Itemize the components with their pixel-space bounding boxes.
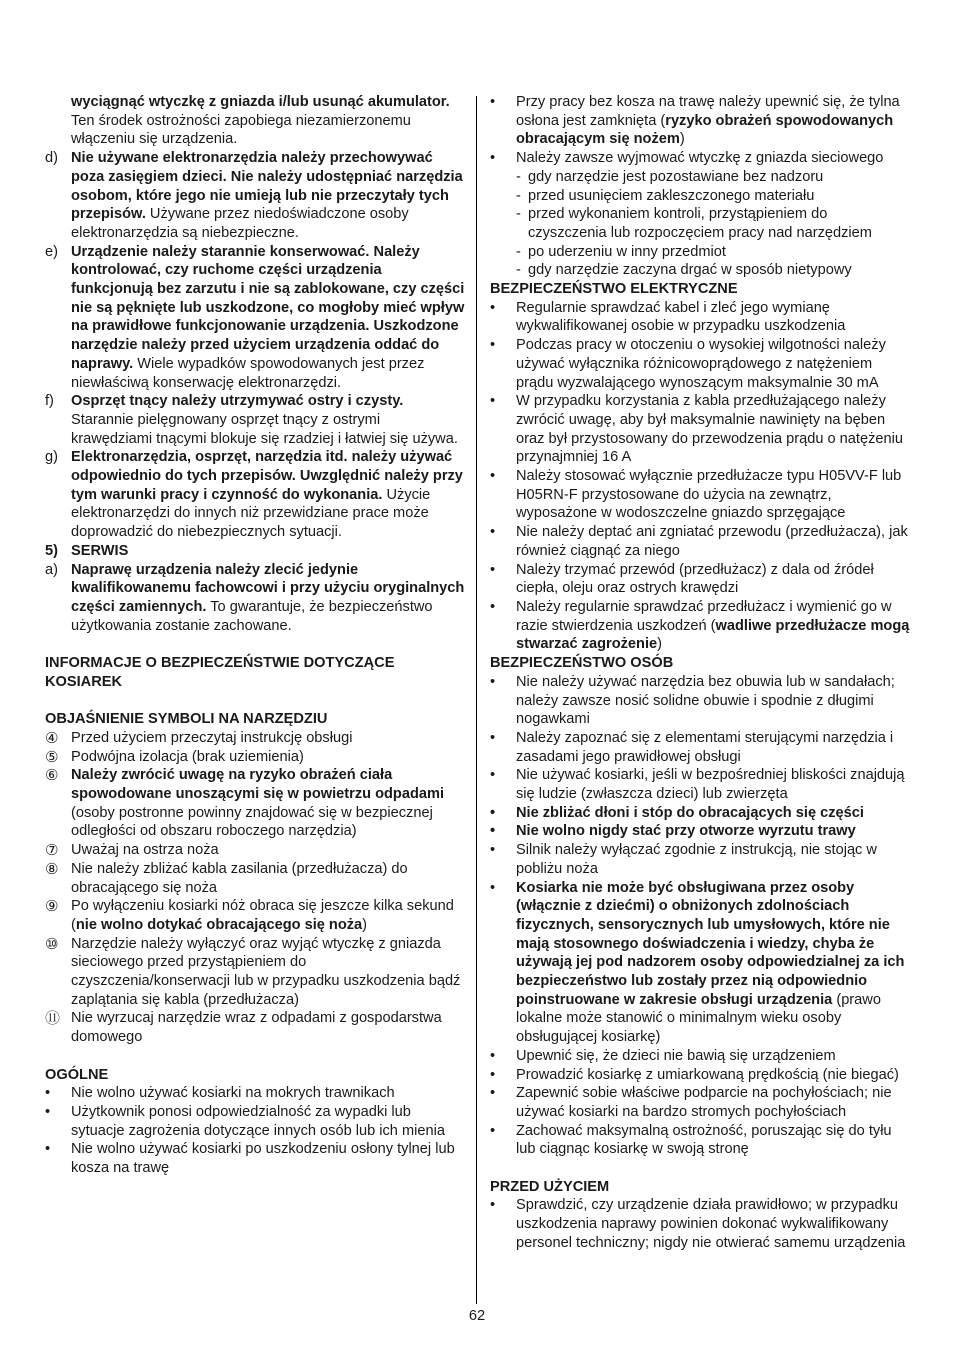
bullet-icon: • xyxy=(490,1122,496,1139)
symbol-item xyxy=(45,1009,465,1046)
body-text: Użycie elektronarzędzi do innych niż przewidziane prace może doprowadzić do niebezpiecznych sytuacji. xyxy=(71,486,431,541)
right-column xyxy=(490,93,910,1253)
bullet-icon: • xyxy=(490,673,496,690)
symbol-text: Nie należy zbliżać kabla zasilania (przedłużacza) do obracającego się noża xyxy=(71,860,408,896)
bullet-icon: • xyxy=(490,1085,496,1102)
list-item xyxy=(490,1047,910,1066)
dash-marker: - xyxy=(516,262,521,279)
item-label: g) xyxy=(45,449,58,466)
list-text: Nie wolno używać kosiarki po uszkodzeniu osłony tylnej lub kosza na trawę xyxy=(71,1141,455,1177)
bullet-icon: • xyxy=(490,729,496,746)
bullet-icon: • xyxy=(490,561,496,578)
persons-heading: BEZPIECZEŃSTWO OSÓB xyxy=(490,655,674,672)
body-text: To gwarantuje, że bezpieczeństwo użytkowania zostanie zachowane. xyxy=(71,598,433,634)
disposal-icon: ⑪ xyxy=(45,1009,61,1028)
sub-item xyxy=(490,205,910,242)
list-item xyxy=(490,561,910,598)
bold-text: Urządzenie należy starannie konserwować. Należy kontrolować, czy ruchome części urządzenia funkcjonują bez zarzutu i nie są zablokowane, czy części nie są pęknięte lub uszkodzone, co mogłoby mieć wpływ na prawidłowe funkcjonowanie urządzenia. Uszkodzone narzędzie należy przed użyciem urządzenia oddać do naprawy. xyxy=(71,243,465,372)
page-number: 62 xyxy=(468,1308,486,1324)
body-text: Przy pracy bez kosza na trawę należy upewnić się, że tylna osłona jest zamknięta ( xyxy=(516,94,900,129)
body-text: (osoby postronne powinny znajdować się w bezpiecznej odległości od obszaru roboczego narzędzia) xyxy=(71,804,433,840)
sub-item xyxy=(490,261,910,280)
bullet-icon: • xyxy=(490,823,496,840)
list-item xyxy=(490,766,910,803)
list-text: Należy stosować wyłącznie przedłużacze typu H05VV-F lub H05RN-F przystosowane do użycia na zewnątrz, wyposażone w wodoszczelne gniazdo sprzęgające xyxy=(516,468,902,522)
bullet-icon: • xyxy=(490,1047,496,1064)
symbol-text: Uważaj na ostrza noża xyxy=(71,842,219,859)
list-item xyxy=(490,299,910,336)
bold-text: Nie używane elektronarzędzia należy przechowywać poza zasięgiem dzieci. Nie należy udostępniać narzędzia osobom, które jego nie umieją lub nie przeczytały tych przepisów. xyxy=(71,150,463,223)
bullet-icon: • xyxy=(490,842,496,859)
column-divider xyxy=(476,96,477,1304)
list-text: Nie należy używać narzędzia bez obuwia lub w sandałach; należy zawsze nosić solidne obuwie i spodnie z długimi nogawkami xyxy=(516,673,895,728)
symbol-item xyxy=(45,860,465,897)
section-title: SERWIS xyxy=(71,542,129,559)
bullet-icon: • xyxy=(490,393,496,410)
body-text: Używane przez niedoświadczone osoby elektronarzędzia są niebezpieczne. xyxy=(71,206,409,241)
bullet-icon: • xyxy=(490,94,496,110)
sub-text: gdy narzędzie zaczyna drgać w sposób nietypowy xyxy=(528,262,852,279)
item-d xyxy=(45,149,465,243)
bold-text: nie wolno dotykać obracającego się noża xyxy=(75,916,363,933)
bold-text: Elektronarzędzia, osprzęt, narzędzia itd. należy używać odpowiednio do tych przepisów. Uwzględnić należy przy tym warunki pracy i czynność do wykonania. xyxy=(71,449,463,503)
info-heading: INFORMACJE O BEZPIECZEŃSTWIE DOTYCZĄCE KOSIAREK xyxy=(45,655,395,690)
list-item xyxy=(490,879,910,1047)
list-text: Silnik należy wyłączać zgodnie z instrukcją, nie stojąc w pobliżu noża xyxy=(516,842,877,877)
list-text: Nie używać kosiarki, jeśli w bezpośredniej bliskości znajdują się ludzie (zwłaszcza dzieci) lub zwierzęta xyxy=(516,767,905,803)
item-label: e) xyxy=(45,243,58,260)
dash-marker: - xyxy=(516,168,521,185)
list-text: Prowadzić kosiarkę z umiarkowaną prędkością (nie biegać) xyxy=(516,1066,899,1083)
list-item xyxy=(45,1103,465,1140)
symbol-item xyxy=(45,935,465,1010)
electric-heading: BEZPIECZEŃSTWO ELEKTRYCZNE xyxy=(490,281,738,298)
bullet-icon: • xyxy=(490,468,496,485)
sub-text: przed wykonaniem kontroli, przystąpieniem do czyszczenia lub rozpoczęciem pracy nad narzędziem xyxy=(528,206,872,241)
double-insulation-icon: ⑤ xyxy=(45,747,59,766)
list-item xyxy=(490,93,910,149)
body-text: Wiele wypadków spowodowanych jest przez niewłaściwą konserwację elektronarzędzi. xyxy=(71,355,425,391)
item-label: 5) xyxy=(45,542,58,559)
bullet-icon: • xyxy=(490,1197,496,1214)
list-text: Sprawdzić, czy urządzenie działa prawidłowo; w przypadku uszkodzenia naprawy powinien dokonać wykwalifikowany personel techniczny; nigdy nie otwierać samemu urządzenia xyxy=(516,1197,906,1251)
bold-text: Osprzęt tnący należy utrzymywać ostry i czysty. xyxy=(71,393,404,410)
item-e xyxy=(45,243,465,393)
list-text: Nie zbliżać dłoni i stóp do obracających się części xyxy=(516,804,864,821)
bullet-icon: • xyxy=(490,524,496,541)
body-text: Starannie pielęgnowany osprzęt tnący z ostrymi krawędziami tnącymi blokuje się rzadziej i łatwiej się używa. xyxy=(71,411,458,447)
symbol-text: Narzędzie należy wyłączyć oraz wyjąć wtyczkę z gniazda sieciowego przed przystąpieniem do czyszczenia/konserwacji lub w przypadku uszkodzenia bądź zaplątania się kabla (przedłużacza) xyxy=(71,935,461,1008)
sub-item xyxy=(490,187,910,206)
list-item xyxy=(490,392,910,467)
item-f xyxy=(45,392,465,448)
list-item xyxy=(490,523,910,560)
symbol-item xyxy=(45,729,465,748)
left-column xyxy=(45,93,465,1178)
symbol-item xyxy=(45,841,465,860)
general-heading: OGÓLNE xyxy=(45,1066,109,1083)
list-item xyxy=(490,149,910,168)
flying-debris-icon: ⑥ xyxy=(45,766,59,785)
unplug-icon: ⑩ xyxy=(45,934,59,953)
bullet-icon: • xyxy=(490,804,496,821)
item-g xyxy=(45,448,465,542)
list-item xyxy=(45,1140,465,1177)
list-item xyxy=(490,1196,910,1252)
sub-text: po uderzeniu w inny przedmiot xyxy=(528,243,726,260)
list-text: Należy zapoznać się z elementami sterującymi narzędzia i zasadami jego prawidłowej obsługi xyxy=(516,729,894,765)
dash-marker: - xyxy=(516,243,521,260)
bullet-icon: • xyxy=(490,299,496,316)
bullet-icon: • xyxy=(490,1066,496,1083)
list-text: Zachować maksymalną ostrożność, poruszając się do tyłu lub ciągnąc kosiarkę w swoją stronę xyxy=(516,1122,892,1158)
sub-text: przed usunięciem zakleszczonego materiału xyxy=(528,187,815,204)
symbol-item xyxy=(45,897,465,934)
dash-marker: - xyxy=(516,187,521,204)
bold-text: wyciągnąć wtyczkę z gniazda i/lub usunąć akumulator. xyxy=(71,94,450,110)
item-label: f) xyxy=(45,393,54,410)
symbols-heading: OBJAŚNIENIE SYMBOLI NA NARZĘDZIU xyxy=(45,711,328,728)
body-text: ) xyxy=(657,636,663,653)
bold-text: Należy zwrócić uwagę na ryzyko obrażeń ciała spowodowane unoszącymi się w powietrzu odpadami xyxy=(71,767,445,802)
item-label: d) xyxy=(45,150,58,167)
list-item xyxy=(490,822,910,841)
bold-text: Kosiarka nie może być obsługiwana przez osoby (włącznie z dziećmi) o obniżonych zdolnościach fizycznych, sensorycznych lub umysłowych, które nie mają stosownego doświadczenia i wiedzy, chyba że używają jej pod nadzorem osoby odpowiedzialnej za ich bezpieczeństwo lub zostały przez nią odpowiednio poinstruowane w zakresie obsługi urządzenia xyxy=(516,879,905,1008)
bullet-icon: • xyxy=(45,1141,51,1158)
before-use-heading: PRZED UŻYCIEM xyxy=(490,1178,610,1195)
list-text: Upewnić się, że dzieci nie bawią się urządzeniem xyxy=(516,1047,836,1064)
list-item xyxy=(490,673,910,729)
list-item xyxy=(490,467,910,523)
list-text: Nie wolno nigdy stać przy otworze wyrzutu trawy xyxy=(516,823,856,840)
item-c-continued xyxy=(45,93,465,149)
rotating-blade-icon: ⑨ xyxy=(45,897,59,916)
sub-item xyxy=(490,243,910,262)
list-text: Podczas pracy w otoczeniu o wysokiej wilgotności należy używać wyłącznika różnicowoprądowego z natężeniem prądu wyzwalającego wynoszącym maksymalnie 30 mA xyxy=(516,337,886,391)
symbol-text: Nie wyrzucaj narzędzie wraz z odpadami z gospodarstwa domowego xyxy=(71,1010,442,1046)
item-label: a) xyxy=(45,561,58,578)
sharp-blade-icon: ⑦ xyxy=(45,841,59,860)
symbol-text: Podwójna izolacja (brak uziemienia) xyxy=(71,748,304,765)
body-text: (prawo lokalne może stanowić o minimalnym wieku osoby obsługującej kosiarkę) xyxy=(516,991,881,1046)
bold-text: wadliwe przedłużacze mogą stwarzać zagrożenie xyxy=(516,617,910,653)
list-item xyxy=(490,804,910,823)
bold-text: Naprawę urządzenia należy zlecić jedynie kwalifikowanemu fachowcowi i przy użyciu oryginalnych części zamiennych. xyxy=(71,561,465,615)
sub-item xyxy=(490,168,910,187)
list-text: Należy trzymać przewód (przedłużacz) z dala od źródeł ciepła, oleju oraz ostrych krawędzi xyxy=(516,561,874,597)
bullet-icon: • xyxy=(490,337,496,354)
list-text: Nie wolno używać kosiarki na mokrych trawnikach xyxy=(71,1085,395,1102)
list-text: Nie należy deptać ani zgniatać przewodu (przedłużacza), jak również ciągnąć za niego xyxy=(516,524,908,559)
symbol-item xyxy=(45,748,465,767)
list-item xyxy=(45,1084,465,1103)
list-text: W przypadku korzystania z kabla przedłużającego należy zwrócić uwagę, aby był maksymalnie nawinięty na bęben oraz był przystosowany do przewodzenia prądu o natężeniu przynajmniej 16 A xyxy=(516,393,903,466)
bullet-icon: • xyxy=(45,1103,51,1120)
item-a xyxy=(45,561,465,636)
list-item xyxy=(490,598,910,654)
read-manual-icon: ④ xyxy=(45,728,59,747)
list-item xyxy=(490,336,910,392)
bullet-icon: • xyxy=(490,150,496,167)
bullet-icon: • xyxy=(490,879,496,896)
list-item xyxy=(490,1084,910,1121)
sub-text: gdy narzędzie jest pozostawiane bez nadzoru xyxy=(528,168,824,185)
symbol-item xyxy=(45,766,465,841)
bullet-icon: • xyxy=(490,598,496,615)
list-text: Zapewnić sobie właściwe podparcie na pochyłościach; nie używać kosiarki na bardzo stromych pochyłościach xyxy=(516,1085,892,1120)
symbol-text: Przed użyciem przeczytaj instrukcję obsługi xyxy=(71,729,353,746)
body-text: ) xyxy=(679,131,685,148)
body-text: Po wyłączeniu kosiarki nóż obraca się jeszcze kilka sekund ( xyxy=(71,898,454,933)
bullet-icon: • xyxy=(490,767,496,784)
list-item xyxy=(490,1122,910,1159)
bullet-icon: • xyxy=(45,1085,51,1102)
bold-text: ryzyko obrażeń spowodowanych obracającym się nożem xyxy=(516,112,894,148)
dash-marker: - xyxy=(516,206,521,223)
cable-blade-icon: ⑧ xyxy=(45,859,59,878)
body-text: ) xyxy=(362,916,368,933)
list-item xyxy=(490,729,910,766)
list-item xyxy=(490,841,910,878)
section-5-heading xyxy=(45,542,465,561)
list-text: Regularnie sprawdzać kabel i zleć jego wymianę wykwalifikowanej osobie w przypadku uszkodzenia xyxy=(516,299,846,335)
list-item xyxy=(490,1066,910,1085)
list-text: Użytkownik ponosi odpowiedzialność za wypadki lub sytuacje zagrożenia dotyczące innych osób lub ich mienia xyxy=(71,1103,445,1139)
body-text: Należy regularnie sprawdzać przedłużacz i wymienić go w razie stwierdzenia uszkodzeń ( xyxy=(516,598,892,634)
list-text: Należy zawsze wyjmować wtyczkę z gniazda sieciowego xyxy=(516,150,884,167)
body-text: Ten środek ostrożności zapobiega niezamierzonemu włączeniu się urządzenia. xyxy=(71,112,411,148)
